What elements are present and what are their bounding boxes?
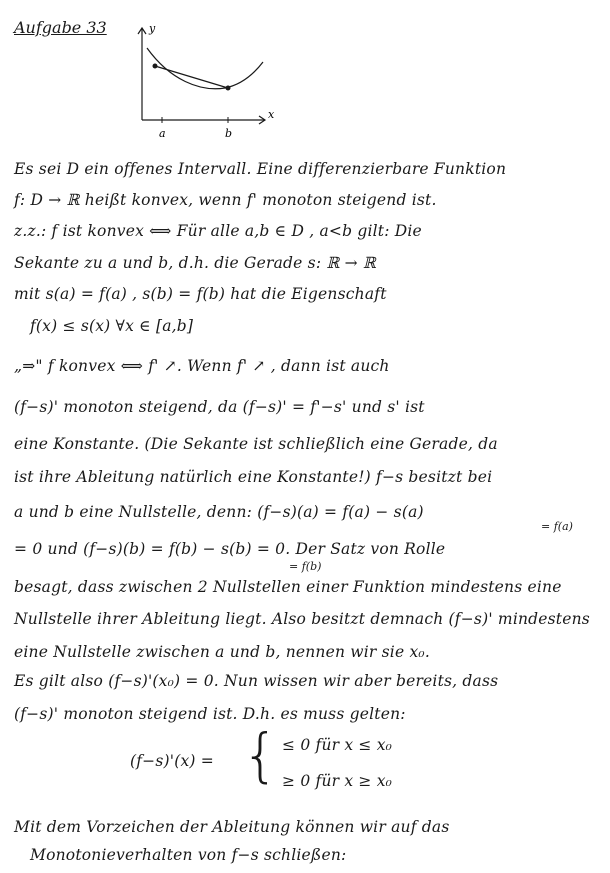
text-line-17: (f−s)' monoton steigend ist. D.h. es muss gelten: <box>14 705 406 723</box>
text-line-1: Es sei D ein offenes Intervall. Eine differenzierbare Funktion <box>14 160 507 178</box>
case-brace: { <box>242 721 279 789</box>
text-line-4: Sekante zu a und b, d.h. die Gerade s: ℝ → ℝ <box>14 254 376 272</box>
exercise-title: Aufgabe 33 <box>14 18 107 37</box>
case-nonpositive: ≤ 0 für x ≤ x₀ <box>282 736 393 754</box>
text-line-6: f(x) ≤ s(x) ∀x ∈ [a,b] <box>30 317 194 335</box>
case-nonnegative: ≥ 0 für x ≥ x₀ <box>282 772 393 790</box>
text-line-5: mit s(a) = f(a) , s(b) = f(b) hat die Eigenschaft <box>14 285 387 303</box>
point-b <box>226 86 231 91</box>
text-line-3: z.z.: f ist konvex ⟺ Für alle a,b ∈ D , a<b gilt: Die <box>14 222 422 240</box>
annotation-under-s-a: = f(a) <box>541 520 573 533</box>
text-line-7: „⇒" f konvex ⟺ f' ↗. Wenn f' ↗ , dann ist auch <box>14 357 390 375</box>
point-a <box>153 64 158 69</box>
axis-x-label: x <box>268 108 275 121</box>
text-line-19: Monotonieverhalten von f−s schließen: <box>30 846 347 864</box>
text-line-11: a und b eine Nullstelle, denn: (f−s)(a) = f(a) − s(a) <box>14 503 424 521</box>
text-line-13: besagt, dass zwischen 2 Nullstellen einer Funktion mindestens eine <box>14 578 562 596</box>
text-line-15: eine Nullstelle zwischen a und b, nennen wir sie x₀. <box>14 643 430 661</box>
text-line-2: f: D → ℝ heißt konvex, wenn f' monoton steigend ist. <box>14 191 437 209</box>
tick-b-label: b <box>225 127 233 140</box>
annotation-under-s-b: = f(b) <box>289 560 322 573</box>
convex-function-sketch <box>125 20 285 145</box>
text-line-18: Mit dem Vorzeichen der Ableitung können wir auf das <box>14 818 450 836</box>
derivative-expression: (f−s)'(x) = <box>130 752 214 770</box>
axis-y-label: y <box>149 22 156 35</box>
text-line-8: (f−s)' monoton steigend, da (f−s)' = f'−s' und s' ist <box>14 398 425 416</box>
text-line-9: eine Konstante. (Die Sekante ist schließlich eine Gerade, da <box>14 435 498 453</box>
text-line-10: ist ihre Ableitung natürlich eine Konstante!) f−s besitzt bei <box>14 468 493 486</box>
tick-a-label: a <box>159 127 166 140</box>
text-line-12: = 0 und (f−s)(b) = f(b) − s(b) = 0. Der Satz von Rolle <box>14 540 446 558</box>
text-line-16: Es gilt also (f−s)'(x₀) = 0. Nun wissen wir aber bereits, dass <box>14 672 499 690</box>
text-line-14: Nullstelle ihrer Ableitung liegt. Also besitzt demnach (f−s)' mindestens <box>14 610 590 628</box>
